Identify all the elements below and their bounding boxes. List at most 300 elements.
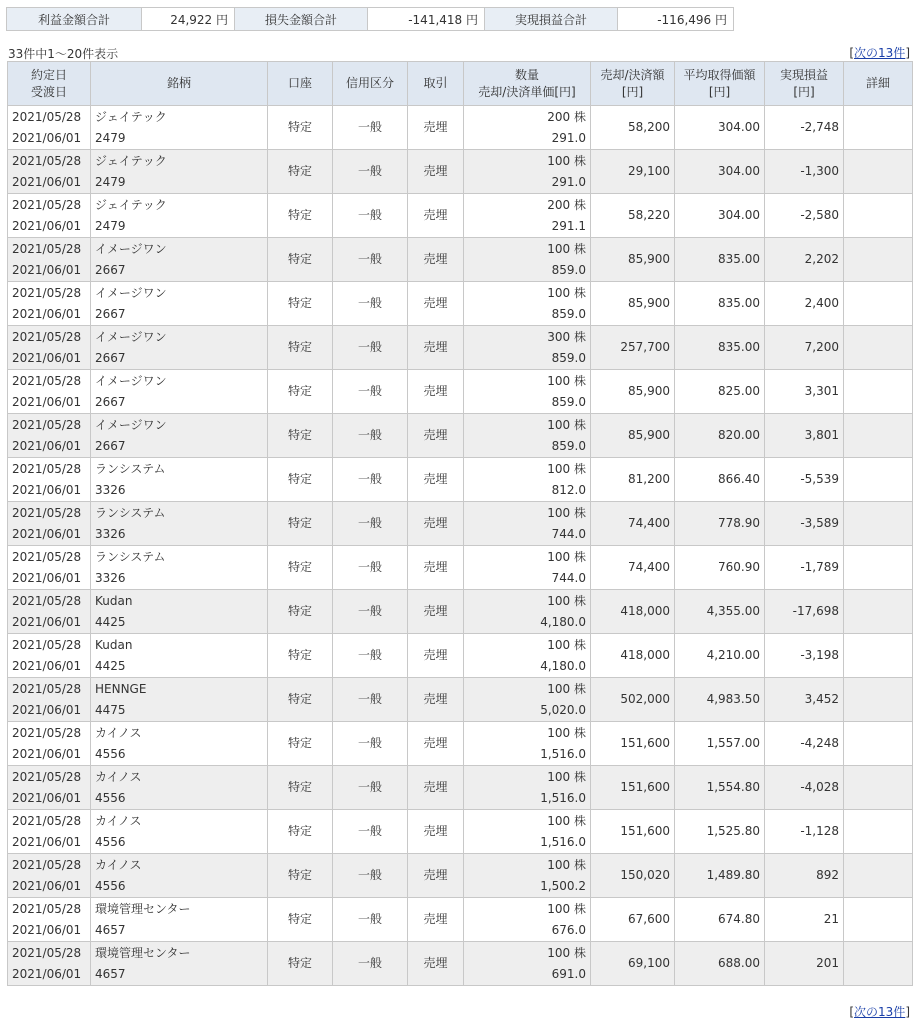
date-cell	[8, 326, 91, 370]
stock-code: 2667	[95, 306, 126, 321]
stock-code: 4556	[95, 878, 126, 893]
table-row	[8, 590, 913, 634]
trade-type: 売埋	[408, 282, 464, 326]
pagination-bottom	[849, 1003, 910, 1020]
credit-type: 一般	[333, 898, 408, 942]
quantity-cell	[464, 370, 591, 414]
next-page-link[interactable]: 次の13件	[854, 46, 906, 60]
realized-pl: 201	[765, 942, 844, 986]
header-pl-line2: [円]	[793, 84, 815, 99]
settle-date: 2021/06/01	[12, 438, 82, 453]
table-row	[8, 634, 913, 678]
unit-price: 691.0	[551, 966, 586, 981]
sale-amount: 81,200	[591, 458, 675, 502]
realized-pl: 21	[765, 898, 844, 942]
avg-cost: 835.00	[675, 282, 765, 326]
realized-pl: 2,202	[765, 238, 844, 282]
unit-price: 4,180.0	[540, 614, 586, 629]
sale-amount: 151,600	[591, 810, 675, 854]
realized-total-value: -116,496 円	[618, 8, 734, 31]
unit-price: 744.0	[551, 526, 586, 541]
stock-code: 4475	[95, 702, 126, 717]
avg-cost: 4,210.00	[675, 634, 765, 678]
sale-amount: 58,220	[591, 194, 675, 238]
credit-type: 一般	[333, 634, 408, 678]
sale-amount: 58,200	[591, 106, 675, 150]
detail-cell	[844, 370, 913, 414]
unit-price: 1,516.0	[540, 834, 586, 849]
quantity: 200 株	[547, 109, 586, 124]
sale-amount: 418,000	[591, 590, 675, 634]
quantity: 100 株	[547, 681, 586, 696]
trade-date: 2021/05/28	[12, 153, 82, 168]
account-type: 特定	[268, 678, 333, 722]
quantity-cell	[464, 898, 591, 942]
quantity: 100 株	[547, 417, 586, 432]
credit-type: 一般	[333, 590, 408, 634]
bracket-close: ]	[905, 46, 910, 60]
header-realized-pl	[765, 62, 844, 106]
table-row	[8, 150, 913, 194]
realized-pl: 7,200	[765, 326, 844, 370]
credit-type: 一般	[333, 678, 408, 722]
stock-code: 3326	[95, 526, 126, 541]
credit-type: 一般	[333, 106, 408, 150]
quantity: 100 株	[547, 505, 586, 520]
trade-date: 2021/05/28	[12, 285, 82, 300]
trade-date: 2021/05/28	[12, 329, 82, 344]
bracket-close: ]	[905, 1005, 910, 1019]
header-amount-line1: 売却/決済額	[600, 67, 665, 82]
detail-cell	[844, 106, 913, 150]
trade-type: 売埋	[408, 898, 464, 942]
unit-price: 812.0	[551, 482, 586, 497]
avg-cost: 1,557.00	[675, 722, 765, 766]
quantity-cell	[464, 634, 591, 678]
sale-amount: 151,600	[591, 722, 675, 766]
trade-date: 2021/05/28	[12, 593, 82, 608]
account-type: 特定	[268, 502, 333, 546]
realized-pl: -1,128	[765, 810, 844, 854]
result-count: 33件中1～20件表示	[8, 47, 119, 61]
account-type: 特定	[268, 722, 333, 766]
sale-amount: 151,600	[591, 766, 675, 810]
stock-code: 4425	[95, 614, 126, 629]
quantity-cell	[464, 106, 591, 150]
stock-name: ジェイテック	[95, 153, 167, 168]
loss-total-label: 損失金額合計	[235, 8, 368, 31]
credit-type: 一般	[333, 414, 408, 458]
stock-name: イメージワン	[95, 241, 167, 256]
trade-type: 売埋	[408, 458, 464, 502]
quantity: 100 株	[547, 461, 586, 476]
trade-date: 2021/05/28	[12, 769, 82, 784]
table-row	[8, 678, 913, 722]
header-avg-line2: [円]	[708, 84, 731, 99]
sale-amount: 74,400	[591, 546, 675, 590]
stock-cell	[91, 326, 268, 370]
table-row	[8, 326, 913, 370]
detail-cell	[844, 942, 913, 986]
trade-type: 売埋	[408, 722, 464, 766]
detail-cell	[844, 898, 913, 942]
stock-name: イメージワン	[95, 417, 167, 432]
settle-date: 2021/06/01	[12, 922, 82, 937]
stock-code: 4425	[95, 658, 126, 673]
header-settle-date: 受渡日	[30, 84, 67, 99]
realized-pl: -2,748	[765, 106, 844, 150]
settle-date: 2021/06/01	[12, 262, 82, 277]
date-cell	[8, 238, 91, 282]
sale-amount: 29,100	[591, 150, 675, 194]
date-cell	[8, 546, 91, 590]
trade-date: 2021/05/28	[12, 637, 82, 652]
stock-code: 4556	[95, 790, 126, 805]
trade-type: 売埋	[408, 590, 464, 634]
unit-price: 859.0	[551, 394, 586, 409]
header-account: 口座	[268, 62, 333, 106]
header-trade: 取引	[408, 62, 464, 106]
stock-name: カイノス	[95, 725, 142, 740]
table-row	[8, 194, 913, 238]
quantity-cell	[464, 766, 591, 810]
account-type: 特定	[268, 238, 333, 282]
credit-type: 一般	[333, 458, 408, 502]
settle-date: 2021/06/01	[12, 130, 82, 145]
trade-type: 売埋	[408, 414, 464, 458]
realized-pl: -3,198	[765, 634, 844, 678]
quantity-cell	[464, 414, 591, 458]
detail-cell	[844, 766, 913, 810]
header-amount-line2: [円]	[621, 84, 644, 99]
settle-date: 2021/06/01	[12, 350, 82, 365]
stock-cell	[91, 678, 268, 722]
avg-cost: 304.00	[675, 194, 765, 238]
date-cell	[8, 106, 91, 150]
profit-total-value: 24,922 円	[142, 8, 235, 31]
stock-name: ジェイテック	[95, 197, 167, 212]
sale-amount: 502,000	[591, 678, 675, 722]
stock-cell	[91, 854, 268, 898]
stock-code: 3326	[95, 482, 126, 497]
unit-price: 291.0	[551, 174, 586, 189]
stock-code: 4657	[95, 966, 126, 981]
realized-pl: -3,589	[765, 502, 844, 546]
sale-amount: 67,600	[591, 898, 675, 942]
stock-cell	[91, 766, 268, 810]
table-row	[8, 854, 913, 898]
stock-name: 環境管理センター	[95, 945, 191, 960]
quantity-cell	[464, 326, 591, 370]
header-name: 銘柄	[91, 62, 268, 106]
bracket-open: [	[849, 46, 855, 60]
quantity: 100 株	[547, 901, 586, 916]
pagination-top	[849, 44, 910, 61]
date-cell	[8, 898, 91, 942]
credit-type: 一般	[333, 194, 408, 238]
stock-name: ジェイテック	[95, 109, 167, 124]
stock-name: カイノス	[95, 857, 142, 872]
avg-cost: 820.00	[675, 414, 765, 458]
avg-cost: 1,554.80	[675, 766, 765, 810]
table-row	[8, 282, 913, 326]
date-cell	[8, 942, 91, 986]
table-row	[8, 502, 913, 546]
next-page-link[interactable]: 次の13件	[854, 1005, 906, 1019]
account-type: 特定	[268, 634, 333, 678]
date-cell	[8, 590, 91, 634]
table-row	[8, 810, 913, 854]
trade-date: 2021/05/28	[12, 197, 82, 212]
settle-date: 2021/06/01	[12, 394, 82, 409]
header-credit: 信用区分	[333, 62, 408, 106]
account-type: 特定	[268, 370, 333, 414]
realized-pl: -5,539	[765, 458, 844, 502]
trade-date: 2021/05/28	[12, 461, 82, 476]
realized-pl: 3,801	[765, 414, 844, 458]
trade-type: 売埋	[408, 854, 464, 898]
trade-date: 2021/05/28	[12, 549, 82, 564]
sale-amount: 85,900	[591, 414, 675, 458]
account-type: 特定	[268, 590, 333, 634]
stock-name: Kudan	[95, 637, 133, 652]
table-row	[8, 766, 913, 810]
date-cell	[8, 194, 91, 238]
header-avg-cost	[675, 62, 765, 106]
realized-total-label: 実現損益合計	[485, 8, 618, 31]
trade-type: 売埋	[408, 194, 464, 238]
trade-date: 2021/05/28	[12, 813, 82, 828]
account-type: 特定	[268, 942, 333, 986]
date-cell	[8, 370, 91, 414]
stock-code: 2667	[95, 262, 126, 277]
stock-code: 2667	[95, 438, 126, 453]
settle-date: 2021/06/01	[12, 834, 82, 849]
credit-type: 一般	[333, 370, 408, 414]
stock-name: イメージワン	[95, 373, 167, 388]
stock-cell	[91, 898, 268, 942]
credit-type: 一般	[333, 854, 408, 898]
table-row	[8, 942, 913, 986]
realized-pl: -17,698	[765, 590, 844, 634]
trade-date: 2021/05/28	[12, 241, 82, 256]
avg-cost: 4,355.00	[675, 590, 765, 634]
trade-type: 売埋	[408, 942, 464, 986]
table-header-row	[8, 62, 913, 106]
trade-date: 2021/05/28	[12, 857, 82, 872]
unit-price: 859.0	[551, 438, 586, 453]
avg-cost: 304.00	[675, 150, 765, 194]
sale-amount: 418,000	[591, 634, 675, 678]
account-type: 特定	[268, 414, 333, 458]
date-cell	[8, 502, 91, 546]
stock-cell	[91, 502, 268, 546]
table-row	[8, 370, 913, 414]
detail-cell	[844, 678, 913, 722]
header-pl-line1: 実現損益	[779, 67, 828, 82]
header-quantity	[464, 62, 591, 106]
avg-cost: 835.00	[675, 238, 765, 282]
sale-amount: 150,020	[591, 854, 675, 898]
unit-price: 744.0	[551, 570, 586, 585]
sale-amount: 85,900	[591, 238, 675, 282]
account-type: 特定	[268, 766, 333, 810]
quantity: 100 株	[547, 153, 586, 168]
date-cell	[8, 414, 91, 458]
realized-pl: -1,300	[765, 150, 844, 194]
stock-code: 4657	[95, 922, 126, 937]
stock-name: ランシステム	[95, 505, 166, 520]
credit-type: 一般	[333, 282, 408, 326]
detail-cell	[844, 810, 913, 854]
avg-cost: 760.90	[675, 546, 765, 590]
settle-date: 2021/06/01	[12, 570, 82, 585]
date-cell	[8, 150, 91, 194]
summary-table	[6, 7, 734, 31]
trade-date: 2021/05/28	[12, 109, 82, 124]
avg-cost: 1,525.80	[675, 810, 765, 854]
unit-price: 1,516.0	[540, 746, 586, 761]
table-row	[8, 458, 913, 502]
credit-type: 一般	[333, 326, 408, 370]
quantity-cell	[464, 942, 591, 986]
trade-type: 売埋	[408, 502, 464, 546]
settle-date: 2021/06/01	[12, 526, 82, 541]
stock-cell	[91, 414, 268, 458]
trade-type: 売埋	[408, 634, 464, 678]
table-row	[8, 722, 913, 766]
detail-cell	[844, 590, 913, 634]
stock-cell	[91, 546, 268, 590]
account-type: 特定	[268, 854, 333, 898]
trade-history-table	[7, 61, 913, 986]
credit-type: 一般	[333, 238, 408, 282]
account-type: 特定	[268, 898, 333, 942]
unit-price: 291.0	[551, 130, 586, 145]
stock-name: 環境管理センター	[95, 901, 191, 916]
stock-name: ランシステム	[95, 549, 166, 564]
account-type: 特定	[268, 546, 333, 590]
avg-cost: 304.00	[675, 106, 765, 150]
avg-cost: 4,983.50	[675, 678, 765, 722]
avg-cost: 866.40	[675, 458, 765, 502]
credit-type: 一般	[333, 546, 408, 590]
credit-type: 一般	[333, 502, 408, 546]
stock-cell	[91, 810, 268, 854]
account-type: 特定	[268, 282, 333, 326]
avg-cost: 778.90	[675, 502, 765, 546]
detail-cell	[844, 414, 913, 458]
bracket-open: [	[849, 1005, 855, 1019]
trade-type: 売埋	[408, 810, 464, 854]
avg-cost: 825.00	[675, 370, 765, 414]
stock-cell	[91, 282, 268, 326]
avg-cost: 835.00	[675, 326, 765, 370]
detail-cell	[844, 722, 913, 766]
settle-date: 2021/06/01	[12, 614, 82, 629]
stock-code: 2479	[95, 130, 126, 145]
credit-type: 一般	[333, 722, 408, 766]
detail-cell	[844, 458, 913, 502]
detail-cell	[844, 326, 913, 370]
date-cell	[8, 766, 91, 810]
stock-cell	[91, 370, 268, 414]
stock-cell	[91, 458, 268, 502]
stock-code: 2479	[95, 218, 126, 233]
account-type: 特定	[268, 326, 333, 370]
stock-code: 4556	[95, 834, 126, 849]
detail-cell	[844, 546, 913, 590]
avg-cost: 688.00	[675, 942, 765, 986]
stock-name: カイノス	[95, 813, 142, 828]
trade-date: 2021/05/28	[12, 945, 82, 960]
quantity-cell	[464, 546, 591, 590]
realized-pl: 892	[765, 854, 844, 898]
stock-name: Kudan	[95, 593, 133, 608]
quantity: 100 株	[547, 373, 586, 388]
realized-pl: -1,789	[765, 546, 844, 590]
sale-amount: 69,100	[591, 942, 675, 986]
stock-code: 3326	[95, 570, 126, 585]
quantity: 100 株	[547, 813, 586, 828]
account-type: 特定	[268, 810, 333, 854]
table-row	[8, 238, 913, 282]
detail-cell	[844, 502, 913, 546]
trade-type: 売埋	[408, 766, 464, 810]
stock-cell	[91, 194, 268, 238]
detail-cell	[844, 238, 913, 282]
realized-pl: -4,248	[765, 722, 844, 766]
unit-price: 859.0	[551, 262, 586, 277]
credit-type: 一般	[333, 766, 408, 810]
unit-price: 291.1	[551, 218, 586, 233]
trade-type: 売埋	[408, 106, 464, 150]
realized-pl: 3,452	[765, 678, 844, 722]
stock-name: イメージワン	[95, 329, 167, 344]
quantity-cell	[464, 458, 591, 502]
stock-cell	[91, 150, 268, 194]
stock-name: イメージワン	[95, 285, 167, 300]
header-amount	[591, 62, 675, 106]
settle-date: 2021/06/01	[12, 218, 82, 233]
avg-cost: 674.80	[675, 898, 765, 942]
trade-date: 2021/05/28	[12, 725, 82, 740]
settle-date: 2021/06/01	[12, 658, 82, 673]
quantity-cell	[464, 810, 591, 854]
sale-amount: 85,900	[591, 282, 675, 326]
settle-date: 2021/06/01	[12, 746, 82, 761]
date-cell	[8, 810, 91, 854]
stock-cell	[91, 942, 268, 986]
detail-cell	[844, 282, 913, 326]
stock-code: 2667	[95, 350, 126, 365]
stock-cell	[91, 106, 268, 150]
quantity-cell	[464, 194, 591, 238]
unit-price: 5,020.0	[540, 702, 586, 717]
trade-type: 売埋	[408, 546, 464, 590]
detail-cell	[844, 634, 913, 678]
date-cell	[8, 282, 91, 326]
settle-date: 2021/06/01	[12, 790, 82, 805]
quantity: 100 株	[547, 241, 586, 256]
quantity: 100 株	[547, 285, 586, 300]
quantity: 300 株	[547, 329, 586, 344]
quantity: 100 株	[547, 725, 586, 740]
stock-code: 2479	[95, 174, 126, 189]
settle-date: 2021/06/01	[12, 174, 82, 189]
quantity-cell	[464, 722, 591, 766]
settle-date: 2021/06/01	[12, 966, 82, 981]
